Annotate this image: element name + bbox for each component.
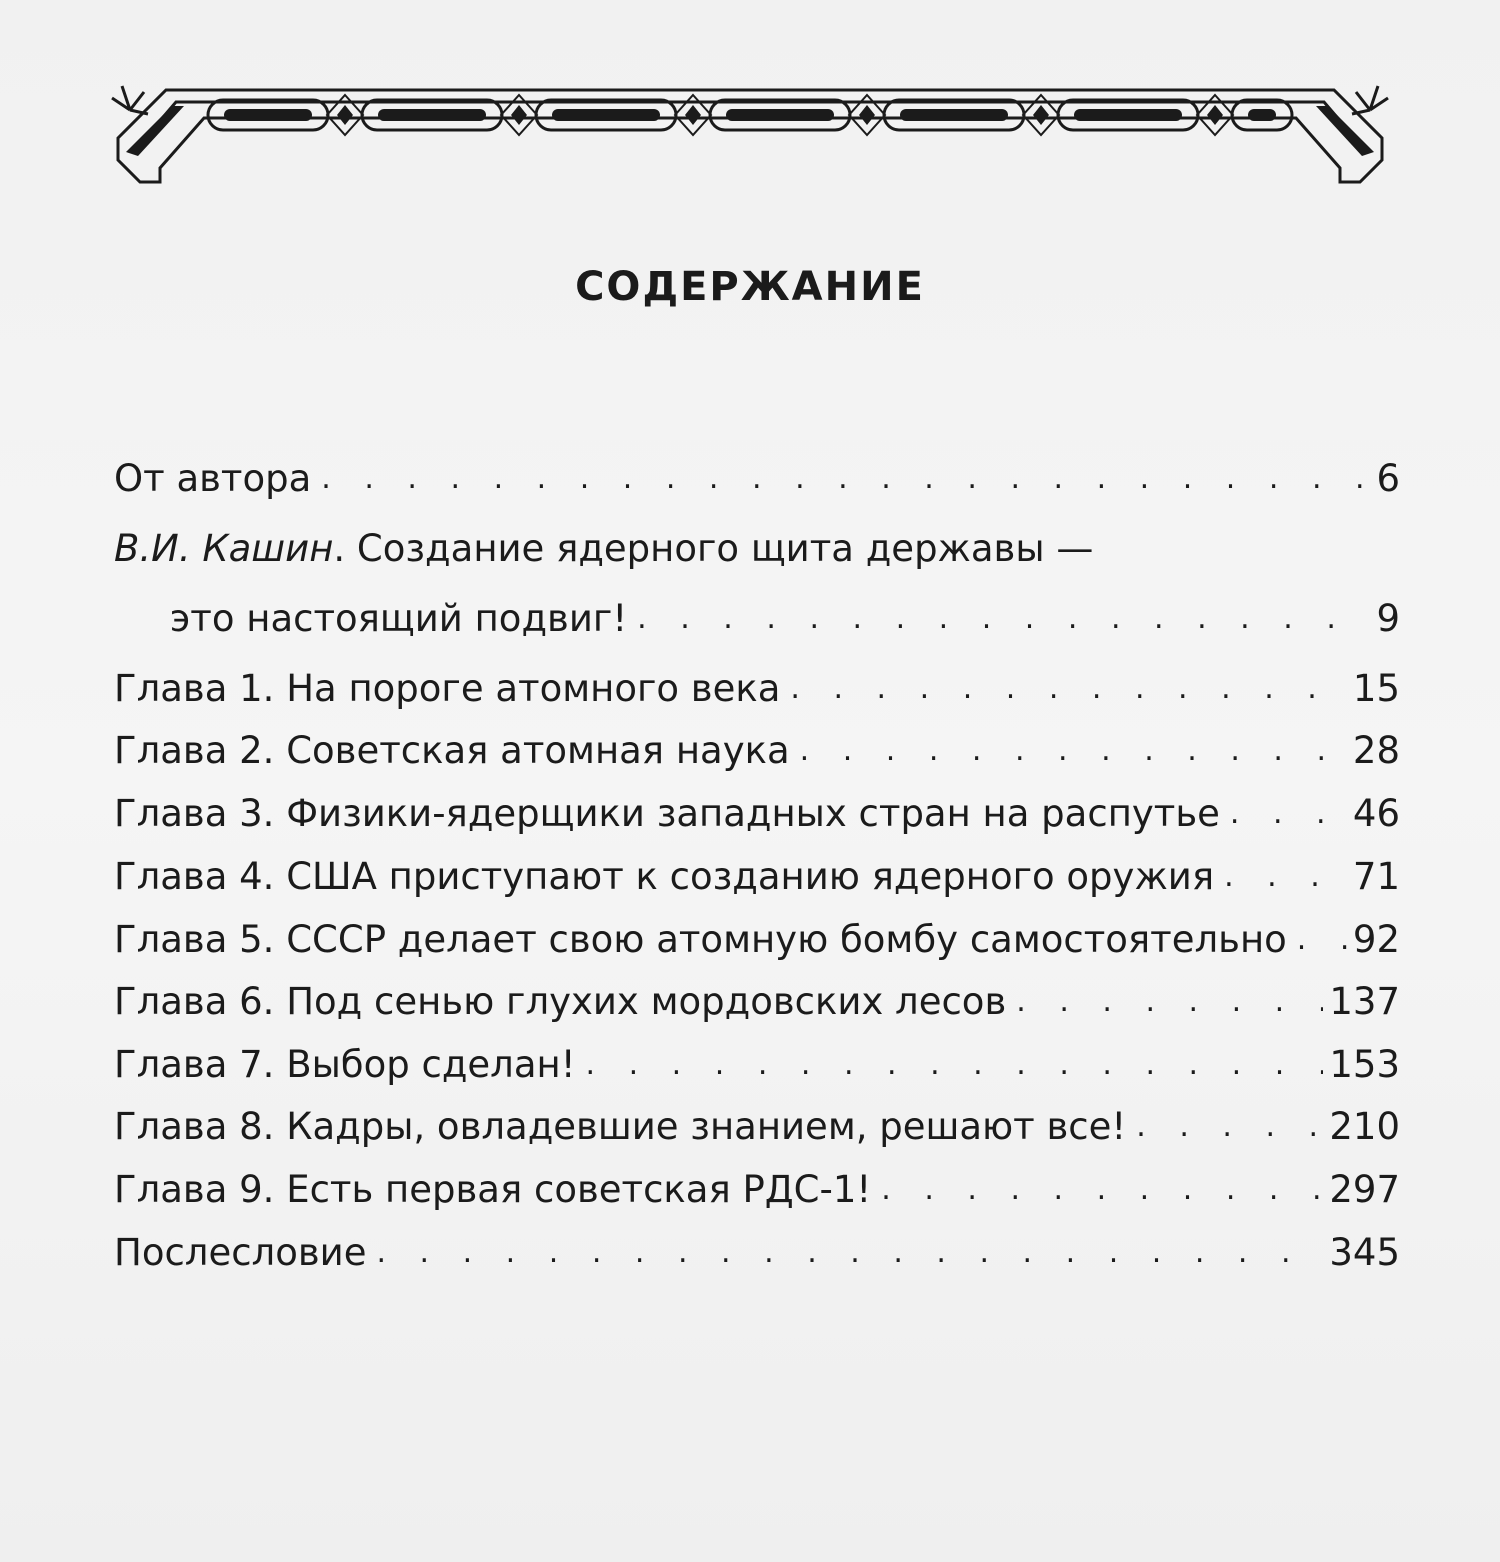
toc-entry	[114, 1100, 1400, 1154]
toc-entry-title	[114, 522, 1093, 576]
toc-entry-title: От автора	[114, 457, 312, 500]
leader-dots	[881, 1163, 1323, 1217]
toc-entry-author: В.И. Кашин	[114, 527, 334, 570]
toc-entry-page: 210	[1329, 1105, 1400, 1148]
leader-dots	[1297, 913, 1347, 967]
toc-entry	[114, 522, 1400, 576]
toc-entry-page: 46	[1352, 792, 1400, 835]
toc-entry	[114, 662, 1400, 716]
toc-entry-title: Глава 7. Выбор сделан!	[114, 1043, 576, 1086]
toc-entry	[114, 1226, 1400, 1280]
page-title: СОДЕРЖАНИЕ	[575, 264, 925, 310]
toc-entry	[114, 787, 1400, 841]
toc-entry	[114, 452, 1400, 506]
toc-entry-title: Глава 1. На пороге атомного века	[114, 667, 781, 710]
leader-dots	[1136, 1100, 1323, 1154]
toc-entry	[114, 1038, 1400, 1092]
toc-entry-page: 137	[1329, 980, 1400, 1023]
toc-entry-page: 15	[1352, 667, 1400, 710]
leader-dots	[586, 1038, 1324, 1092]
toc-entry-page: 9	[1376, 597, 1400, 640]
leader-dots	[376, 1226, 1323, 1280]
toc-entry-title: Глава 6. Под сенью глухих мордовских лесов	[114, 980, 1007, 1023]
leader-dots	[637, 592, 1370, 646]
toc-entry-page: 28	[1352, 729, 1400, 772]
toc-entry-continuation	[114, 592, 1400, 646]
toc-entry-title: Глава 9. Есть первая советская РДС-1!	[114, 1168, 872, 1211]
toc-entry-title: Глава 5. СССР делает свою атомную бомбу самостоятельно	[114, 918, 1287, 961]
toc-entry	[114, 1163, 1400, 1217]
toc-entry-page: 345	[1329, 1231, 1400, 1274]
leader-dots	[1230, 787, 1347, 841]
leader-dots	[1016, 975, 1323, 1029]
toc-entry-page: 153	[1329, 1043, 1400, 1086]
toc-entry-page: 71	[1352, 855, 1400, 898]
leader-dots	[321, 452, 1370, 506]
toc-entry-title: Послесловие	[114, 1231, 367, 1274]
toc-entry	[114, 975, 1400, 1029]
toc-entry-title: Глава 3. Физики-ядерщики западных стран на распутье	[114, 792, 1220, 835]
toc-entry-page: 297	[1329, 1168, 1400, 1211]
decorative-border-ornament-icon	[100, 78, 1400, 188]
toc-entry	[114, 913, 1400, 967]
toc-entry	[114, 724, 1400, 778]
toc-entry-title: Глава 4. США приступают к созданию ядерного оружия	[114, 855, 1215, 898]
leader-dots	[800, 724, 1347, 778]
toc-entry-page: 6	[1376, 457, 1400, 500]
toc-entry-title: Глава 8. Кадры, овладевшие знанием, решают все!	[114, 1105, 1127, 1148]
leader-dots	[790, 662, 1347, 716]
toc-entry-title-text: . Создание ядерного щита державы —	[333, 527, 1094, 570]
toc-entry-title: это настоящий подвиг!	[170, 597, 628, 640]
toc-entry	[114, 850, 1400, 904]
toc-entry-title: Глава 2. Советская атомная наука	[114, 729, 790, 772]
toc-entry-page: 92	[1352, 918, 1400, 961]
leader-dots	[1224, 850, 1347, 904]
